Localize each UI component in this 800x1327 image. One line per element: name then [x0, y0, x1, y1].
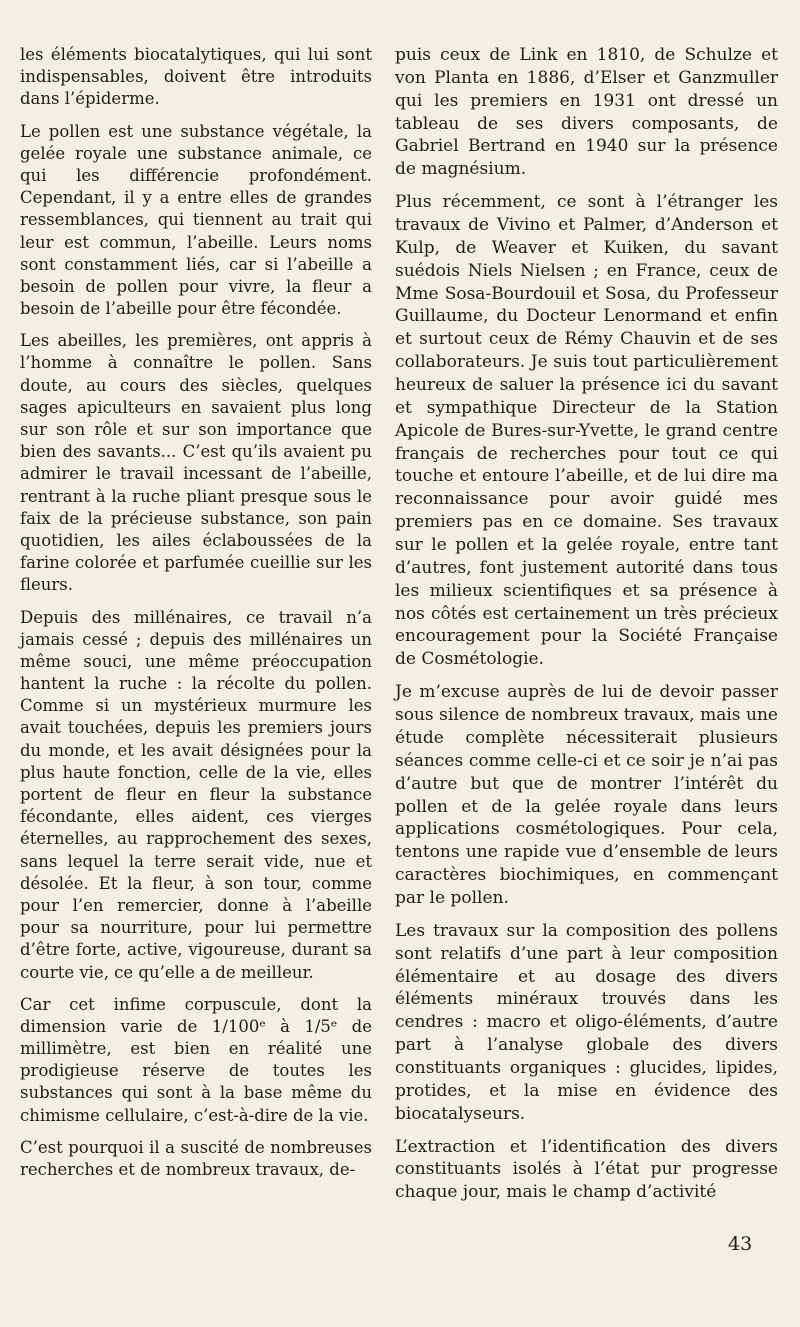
paragraph: Les abeilles, les premières, ont appris à l’homme à connaître le pollen. Sans doute, au cours des siècles, quelques sages apiculteurs en savaient plus long sur son rôle et sur son importance que bien des savants... C’est qu’ils avaient pu admirer le travail incessant de l’abeille, rentrant à la ruche pliant presque sous le faix de la précieuse substance, son pain quotidien, les ailes éclaboussées de la farine colorée et parfumée cueillie sur les fleurs. — [20, 331, 372, 595]
paragraph: Depuis des millénaires, ce travail n’a jamais cessé ; depuis des millénaires un même souci, une même préoccupation hantent la ruche : la récolte du pollen. Comme si un mystérieux murmure les avait touchées, depuis les premiers jours du monde, et les avait désignées pour la plus haute fonction, celle de la vie, elles portent de fleur en fleur la substance fécondante, elles aident, ces vierges éternelles, au rapprochement des sexes, sans lequel la terre serait vide, nue et désolée. Et la fleur, à son tour, comme pour l’en remercier, donne à l’abeille pour sa nourriture, pour lui permettre d’être forte, active, vigoureuse, durant sa courte vie, ce qu’elle a de meilleur. — [20, 607, 372, 982]
right-column — [395, 44, 778, 1214]
page-number: 43 — [728, 1233, 753, 1255]
paragraph: les éléments biocatalytiques, qui lui sont indispensables, doivent être introduits dans l’épiderme. — [20, 45, 372, 109]
paragraph: Les travaux sur la composition des pollens sont relatifs d’une part à leur composition élémentaire et au dosage des divers éléments minéraux trouvés dans les cendres : macro et oligo-éléments, d’autre part à l’analyse globale des divers constituants organiques : glucides, lipides, protides, et la mise en évidence des biocatalyseurs. — [395, 920, 778, 1124]
paragraph: Plus récemment, ce sont à l’étranger les travaux de Vivino et Palmer, d’Anderson et Kulp, de Weaver et Kuiken, du savant suédois Niels Nielsen ; en France, ceux de Mme Sosa-Bourdouil et Sosa, du Professeur Guillaume, du Docteur Lenormand et enfin et surtout ceux de Rémy Chauvin et de ses collaborateurs. Je suis tout particulièrement heureux de saluer la présence ici du savant et sympathique Directeur de la Station Apicole de Bures-sur-Yvette, le grand centre français de recherches pour tout ce qui touche et entoure l’abeille, et de lui dire ma reconnaissance pour avoir guidé mes premiers pas en ce domaine. Ses travaux sur le pollen et la gelée royale, entre tant d’autres, font justement autorité dans tous les milieux scientifiques et sa présence à nos côtés est certainement un très précieux encouragement pour la Société Française de Cosmétologie. — [395, 192, 778, 670]
paragraph: C’est pourquoi il a suscité de nombreuses recherches et de nombreux travaux, de- — [20, 1137, 372, 1179]
paragraph: L’extraction et l’identification des divers constituants isolés à l’état pur progresse chaque jour, mais le champ d’activité — [395, 1136, 778, 1203]
paragraph: Le pollen est une substance végétale, la gelée royale une substance animale, ce qui les différencie profondément. Cependant, il y a entre elles de grandes ressemblances, qui tiennent au trait qui leur est commun, l’abeille. Leurs noms sont constamment liés, car si l’abeille a besoin de pollen pour vivre, la fleur a besoin de l’abeille pour être fécondée. — [20, 121, 372, 319]
left-column — [20, 44, 372, 1191]
paragraph: puis ceux de Link en 1810, de Schulze et von Planta en 1886, d’Elser et Ganzmuller qui les premiers en 1931 ont dressé un tableau de ses divers composants, de Gabriel Bertrand en 1940 sur la présence de magnésium. — [395, 45, 778, 180]
paragraph: Car cet infime corpuscule, dont la dimension varie de 1/100ᵉ à 1/5ᵉ de millimètre, est bien en réalité une prodigieuse réserve de toutes les substances qui sont à la base même du chimisme cellulaire, c’est-à-dire de la vie. — [20, 994, 372, 1125]
paragraph: Je m’excuse auprès de lui de devoir passer sous silence de nombreux travaux, mais une étude complète nécessiterait plusieurs séances comme celle-ci et ce soir je n’ai pas d’autre but que de montrer l’intérêt du pollen et de la gelée royale dans leurs applications cosmétologiques. Pour cela, tentons une rapide vue d’ensemble de leurs caractères biochimiques, en commençant par le pollen. — [395, 682, 778, 908]
